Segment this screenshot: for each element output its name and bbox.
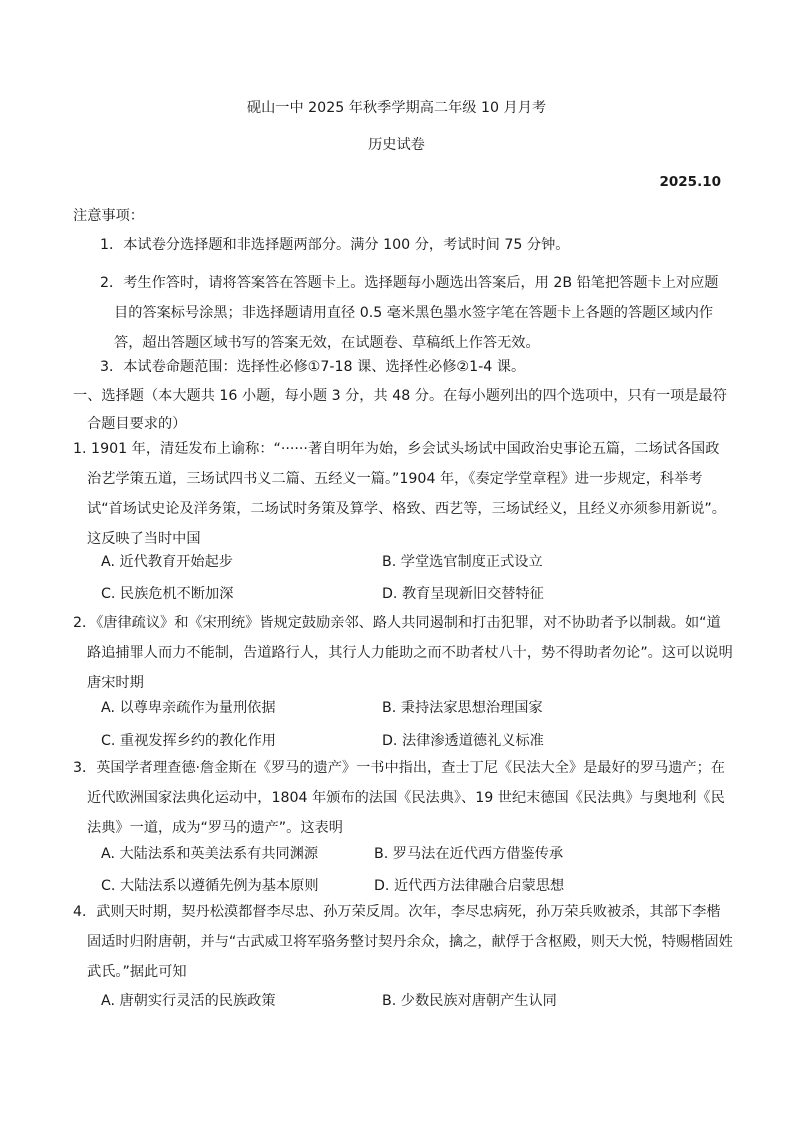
question-3-stem: 3．英国学者理查德·詹金斯在《罗马的遗产》一书中指出，查士丁尼《民法大全》是最好的罗马遗产；在近代欧洲国家法典化运动中，1804 年颁布的法国《民法典》、19 世纪末德国《民法典》与奥地利《民法典》一道，成为“罗马的遗产”。这表明 <box>73 760 725 836</box>
question-2-option-b[interactable]: B. 秉持法家思想治理国家 <box>382 700 543 716</box>
question-1-option-c[interactable]: C. 民族危机不断加深 <box>101 586 234 602</box>
question-2-option-c[interactable]: C. 重视发挥乡约的教化作用 <box>101 733 276 749</box>
notice-item-2: 2．考生作答时，请将答案答在答题卡上。选择题每小题选出答案后，用 2B 铅笔把答题卡上对应题目的答案标号涂黑；非选择题请用直径 0.5 毫米黑色墨水签字笔在答题卡上各题的答题区域内作答，超出答题区域书写的答案无效，在试题卷、草稿纸上作答无效。 <box>100 275 719 351</box>
question-1-option-d[interactable]: D. 教育呈现新旧交替特征 <box>382 586 544 602</box>
question-3-option-a[interactable]: A. 大陆法系和英美法系有共同渊源 <box>101 846 319 862</box>
section-heading: 一、选择题（本大题共 16 小题，每小题 3 分，共 48 分。在每小题列出的四个选项中，只有一项是最符合题目要求的） <box>73 388 727 432</box>
question-1-option-a[interactable]: A. 近代教育开始起步 <box>101 554 233 570</box>
question-4-stem: 4．武则天时期，契丹松漠都督李尽忠、孙万荣反周。次年，李尽忠病死，孙万荣兵败被杀，其部下李楷固适时归附唐朝，并与“古武威卫将军骆务整讨契丹余众，擒之，献俘于含枢殿，则天大悦，特赐楷固姓武氏。”据此可知 <box>73 904 733 980</box>
question-4-option-a[interactable]: A. 唐朝实行灵活的民族政策 <box>101 993 276 1009</box>
question-2-stem: 2．《唐律疏议》和《宋刑统》皆规定鼓励亲邻、路人共同遏制和打击犯罪，对不协助者予以制裁。如“道路追捕罪人而力不能制，告道路行人，其行人力能助之而不助者杖八十，势不得助者勿论”。这可以说明唐宋时期 <box>73 615 733 691</box>
notice-item-1: 1．本试卷分选择题和非选择题两部分。满分 100 分，考试时间 75 分钟。 <box>100 237 570 253</box>
question-4-option-b[interactable]: B. 少数民族对唐朝产生认同 <box>382 993 557 1009</box>
exam-subject: 历史试卷 <box>368 137 425 153</box>
question-1-stem: 1. 1901 年，清廷发布上谕称：“······著自明年为始，乡会试头场试中国政治史事论五篇，二场试各国政治艺学策五道，三场试四书义二篇、五经义一篇。”1904 年，《奏定学堂章程》进一步规定，科举考试“首场试史论及洋务策，二场试时务策及算学、格致、西艺等，三场试经义，且经义亦须参用新说”。这反映了当时中国 <box>73 441 726 547</box>
question-3-option-b[interactable]: B. 罗马法在近代西方借鉴传承 <box>374 846 564 862</box>
question-2-option-d[interactable]: D. 法律渗透道德礼义标准 <box>382 733 544 749</box>
question-2-option-a[interactable]: A. 以尊卑亲疏作为量刑依据 <box>101 700 276 716</box>
notice-label: 注意事项： <box>73 208 144 224</box>
question-3-option-d[interactable]: D. 近代西方法律融合启蒙思想 <box>374 878 565 894</box>
question-3-option-c[interactable]: C. 大陆法系以遵循先例为基本原则 <box>101 878 319 894</box>
exam-title: 砚山一中 2025 年秋季学期高二年级 10 月月考 <box>246 100 547 116</box>
notice-item-3: 3．本试卷命题范围：选择性必修①7-18 课、选择性必修②1-4 课。 <box>100 359 526 375</box>
exam-date: 2025.10 <box>659 174 721 190</box>
question-1-option-b[interactable]: B. 学堂选官制度正式设立 <box>382 554 543 570</box>
